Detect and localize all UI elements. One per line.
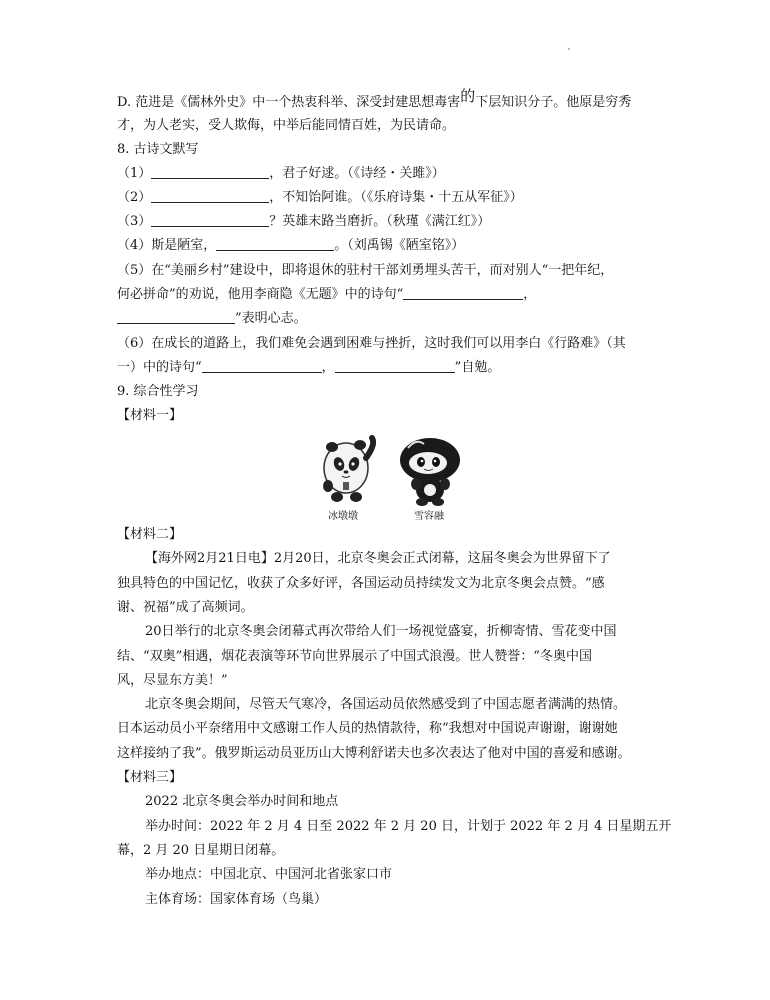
answer-blank[interactable] <box>202 360 322 373</box>
material-3-title: 2022 北京冬奥会举办时间和地点 <box>145 794 339 809</box>
mascot-label-shuey-rhon-rhon: 雪容融 <box>414 511 444 522</box>
raised-character: 的 <box>460 87 476 105</box>
poem-item-6-line-1: （6）在成长的道路上，我们难免会遇到困难与挫折，这时我们可以用李白《行路难》（其 <box>117 336 626 351</box>
answer-blank[interactable] <box>151 190 269 203</box>
material-1-heading: 【材料一】 <box>117 408 183 423</box>
answer-blank[interactable] <box>216 238 334 251</box>
shuey-rhon-rhon-illustration <box>400 438 460 506</box>
material-2-para-2-line-1: 20日举行的北京冬奥会闭幕式再次带给人们一场视觉盛宴，折柳寄情、雪花变中国 <box>145 624 617 639</box>
answer-blank[interactable] <box>151 214 269 227</box>
answer-blank[interactable] <box>151 166 269 179</box>
poem-item-5-line-2: 何必拼命”的劝说，他用李商隐《无题》中的诗句“ ， <box>117 287 537 302</box>
material-3-time-line-1: 举办时间：2022 年 2 月 4 日至 2022 年 2 月 20 日，计划于 2022 年 2 月 4 日星期五开 <box>145 819 672 834</box>
material-2-para-3-line-1: 北京冬奥会期间，尽管天气寒冷，各国运动员依然感受到了中国志愿者满满的热情。 <box>145 697 627 712</box>
material-2-para-1-line-3: 谢、祝福”成了高频词。 <box>117 600 254 615</box>
mascot-label-bing-dwen-dwen: 冰墩墩 <box>328 511 358 522</box>
material-2-para-3-line-2: 日本运动员小平奈绪用中文感谢工作人员的热情款待，称“我想对中国说声谢谢，谢谢她 <box>117 721 618 736</box>
poem-item-3: （3） ？英雄末路当磨折。（秋瑾《满江红》） <box>117 214 491 229</box>
material-3-location: 举办地点：中国北京、中国河北省张家口市 <box>145 867 393 882</box>
question-9-heading: 9. 综合性学习 <box>117 384 199 399</box>
answer-blank[interactable] <box>403 287 523 300</box>
poem-item-2: （2） ，不知饴阿谁。（《乐府诗集・十五从军征》） <box>117 190 523 205</box>
option-d-line-2: 才，为人老实，受人欺侮，中举后能同情百姓，为民请命。 <box>117 118 456 133</box>
poem-item-5-line-3: ”表明心志。 <box>117 310 307 328</box>
material-3-time-line-2: 幕，2 月 20 日星期日闭幕。 <box>117 843 285 858</box>
material-2-para-2-line-3: 风，尽显东方美！” <box>117 673 228 688</box>
poem-item-4: （4）斯是陋室， 。（刘禹锡《陋室铭》） <box>117 238 465 253</box>
material-2-heading: 【材料二】 <box>117 527 183 542</box>
mascot-illustrations <box>312 430 472 508</box>
option-d-line-1: D. 范进是《儒林外史》中一个热衷科举、深受封建思想毒害的下层知识分子。他原是穷秀 <box>117 87 632 110</box>
scan-mark <box>568 48 570 50</box>
poem-item-6-line-2: 一）中的诗句“ ， ”自勉。 <box>117 360 501 375</box>
question-8-heading: 8. 古诗文默写 <box>117 142 199 157</box>
material-2-para-2-line-2: 结、“双奥”相遇，烟花表演等环节向世界展示了中国式浪漫。世人赞誉：“冬奥中国 <box>117 649 592 664</box>
answer-blank[interactable] <box>335 360 455 373</box>
mascot-figure <box>312 430 472 522</box>
material-2-para-3-line-3: 这样接纳了我”。俄罗斯运动员亚历山大博利舒诺夫也多次表达了他对中国的喜爱和感谢。 <box>117 746 631 761</box>
answer-blank[interactable] <box>117 311 235 324</box>
poem-item-1: （1） ，君子好逑。（《诗经・关雎》） <box>117 166 445 181</box>
material-2-para-1-line-2: 独具特色的中国记忆，收获了众多好评，各国运动员持续发文为北京冬奥会点赞。“感 <box>117 576 605 591</box>
material-3-heading: 【材料三】 <box>117 770 183 785</box>
bing-dwen-dwen-illustration <box>323 438 373 502</box>
material-3-stadium: 主体育场：国家体育场（鸟巢） <box>145 892 328 907</box>
poem-item-5-line-1: （5）在“美丽乡村”建设中，即将退休的驻村干部刘勇埋头苦干，而对别人“一把年纪， <box>117 263 614 278</box>
material-2-para-1-line-1: 【海外网2月21日电】2月20日，北京冬奥会正式闭幕，这届冬奥会为世界留下了 <box>145 551 611 566</box>
